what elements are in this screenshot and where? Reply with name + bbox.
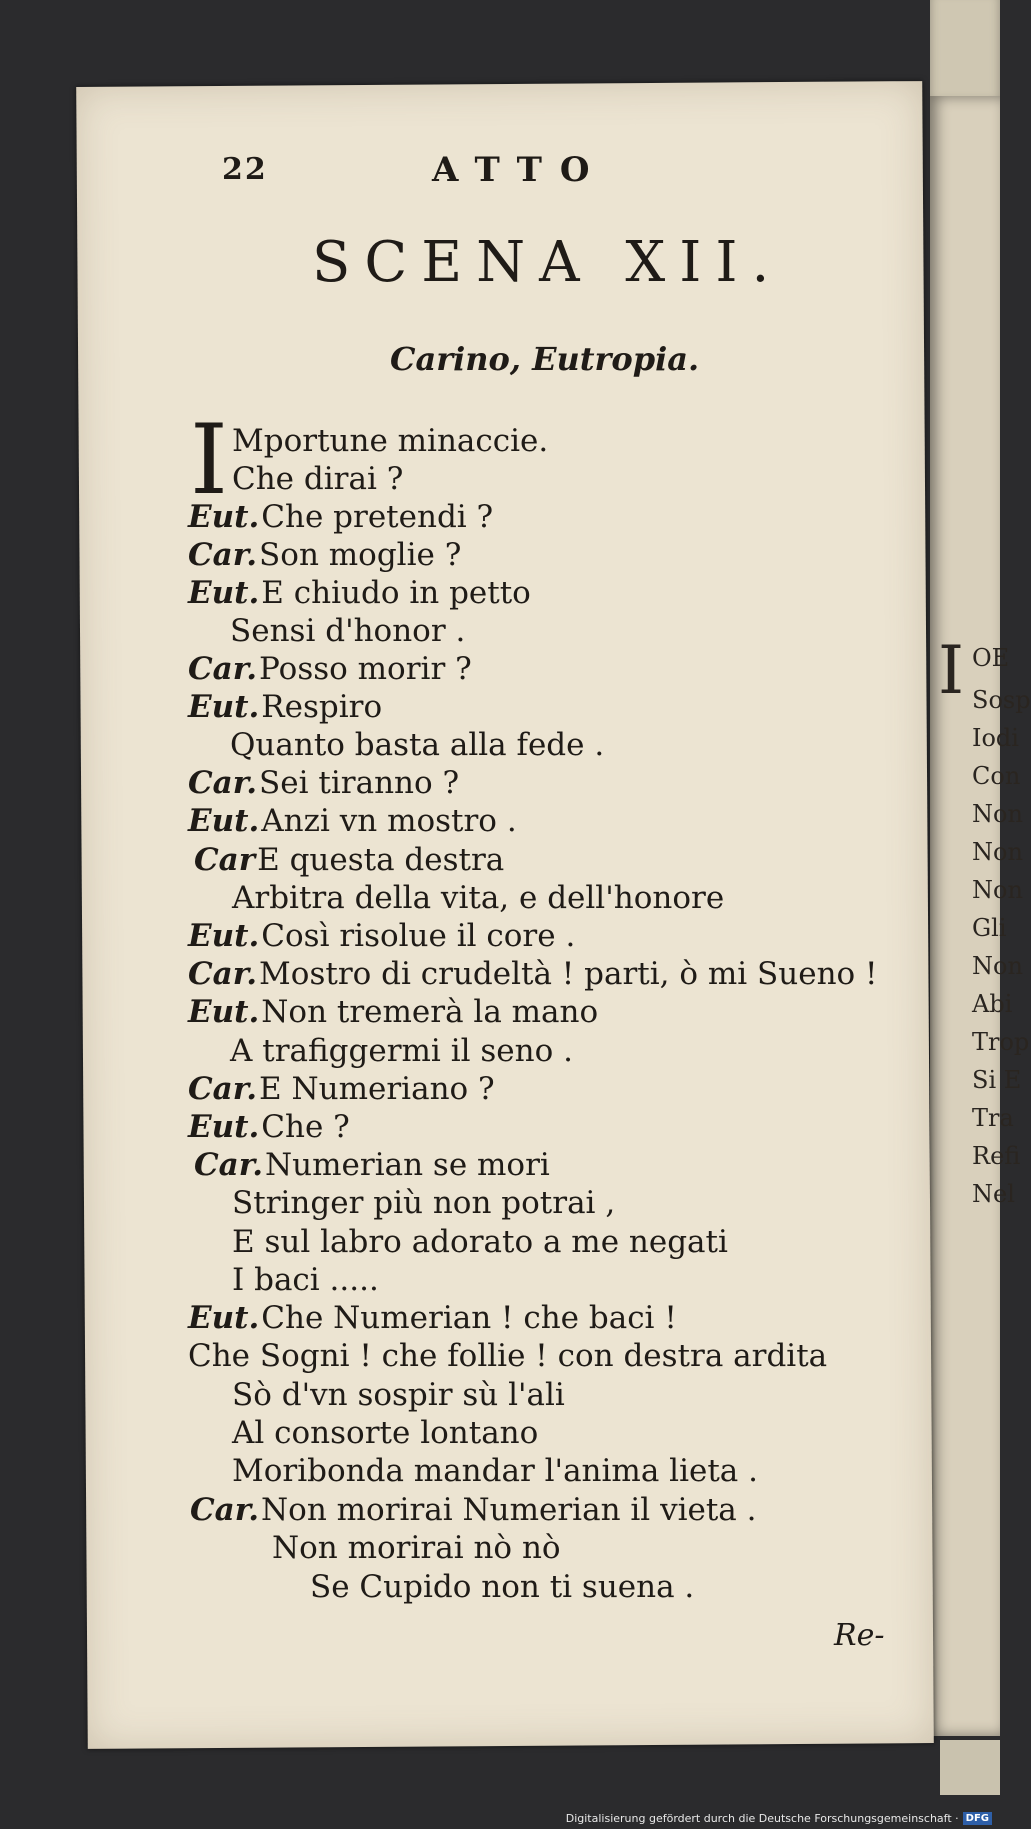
verse-text: Al consorte lontano bbox=[232, 1415, 539, 1451]
facing-fragment: Trop bbox=[972, 1028, 1030, 1056]
verse-text: Sensi d'honor . bbox=[230, 613, 466, 649]
verse-line bbox=[188, 1300, 677, 1336]
verse-text: Che dirai ? bbox=[232, 461, 404, 497]
verse-line bbox=[310, 1569, 695, 1605]
speaker-label: Car bbox=[194, 842, 256, 878]
adjacent-page-top-edge bbox=[930, 0, 1000, 110]
verse-line bbox=[188, 1338, 828, 1374]
facing-fragment: Si E bbox=[972, 1066, 1022, 1094]
verse-line bbox=[194, 1147, 550, 1183]
speaker-label: Car. bbox=[188, 956, 258, 992]
facing-fragment: Non bbox=[972, 876, 1023, 904]
speaker-label: Car. bbox=[190, 1492, 260, 1528]
verse-text: Che pretendi ? bbox=[261, 499, 494, 535]
drop-cap: I bbox=[190, 404, 228, 516]
facing-fragment: Non bbox=[972, 838, 1023, 866]
speaker-label: Car. bbox=[188, 651, 258, 687]
facing-fragment: Con bbox=[972, 762, 1021, 790]
verse-text: Arbitra della vita, e dell'honore bbox=[232, 880, 725, 916]
facing-page-drop-cap: I bbox=[938, 632, 965, 709]
facing-fragment: Iodi bbox=[972, 724, 1019, 752]
verse-line bbox=[188, 1071, 495, 1107]
dfg-logo: DFG bbox=[963, 1812, 992, 1825]
verse-line bbox=[232, 1262, 379, 1298]
verse-line bbox=[188, 575, 531, 611]
verse-line bbox=[232, 1415, 539, 1451]
verse-line bbox=[230, 613, 466, 649]
verse-text: Se Cupido non ti suena . bbox=[310, 1569, 695, 1605]
verse-text: Che ? bbox=[261, 1109, 350, 1145]
verse-line bbox=[188, 803, 517, 839]
verse-line bbox=[188, 956, 878, 992]
adjacent-page-bottom-edge bbox=[940, 1740, 1000, 1795]
running-title: ATTO bbox=[432, 150, 608, 190]
verse-text: Moribonda mandar l'anima lieta . bbox=[232, 1453, 758, 1489]
facing-fragment: Sosp bbox=[972, 686, 1031, 714]
verse-text: Sei tiranno ? bbox=[259, 765, 460, 801]
verse-text: Anzi vn mostro . bbox=[261, 803, 517, 839]
verse-line bbox=[188, 765, 460, 801]
verse-line bbox=[230, 727, 605, 763]
speaker-label: Eut. bbox=[188, 1109, 260, 1145]
speaker-label: Car. bbox=[188, 537, 258, 573]
verse-line bbox=[232, 1224, 728, 1260]
speaker-label: Eut. bbox=[188, 918, 260, 954]
facing-fragment: Nel bbox=[972, 1180, 1015, 1208]
verse-text: Non morirai Numerian il vieta . bbox=[261, 1492, 757, 1528]
verse-line bbox=[190, 1492, 757, 1528]
verse-line bbox=[188, 918, 576, 954]
verse-text: Posso morir ? bbox=[259, 651, 472, 687]
verse-line bbox=[194, 842, 505, 878]
scene-title: SCENA XII. bbox=[312, 230, 784, 295]
verse-text: Così risolue il core . bbox=[261, 918, 576, 954]
verse-text: Non tremerà la mano bbox=[261, 994, 599, 1030]
scene-characters: Carino, Eutropia. bbox=[390, 340, 700, 378]
facing-fragment: Tra bbox=[972, 1104, 1014, 1132]
verse-text: E Numeriano ? bbox=[259, 1071, 495, 1107]
verse-text: Mportune minaccie. bbox=[232, 423, 549, 459]
verse-line bbox=[188, 1109, 350, 1145]
facing-fragment: OE bbox=[972, 644, 1010, 672]
speaker-label: Eut. bbox=[188, 994, 260, 1030]
digitization-credit bbox=[566, 1812, 992, 1825]
speaker-label: Eut. bbox=[188, 1300, 260, 1336]
verse-text: I baci ..... bbox=[232, 1262, 379, 1298]
speaker-label: Car. bbox=[194, 1147, 264, 1183]
speaker-label: Eut. bbox=[188, 575, 260, 611]
verse-text: Son moglie ? bbox=[259, 537, 462, 573]
catchword: Re- bbox=[834, 1618, 885, 1653]
verse-line bbox=[230, 1033, 573, 1069]
verse-text: Che Numerian ! che baci ! bbox=[261, 1300, 677, 1336]
speaker-label: Car. bbox=[188, 1071, 258, 1107]
speaker-label: Eut. bbox=[188, 803, 260, 839]
verse-text: Respiro bbox=[261, 689, 383, 725]
verse-text: Stringer più non potrai , bbox=[232, 1185, 616, 1221]
speaker-label: Car. bbox=[188, 765, 258, 801]
verse-line bbox=[272, 1530, 561, 1566]
facing-fragment: Non bbox=[972, 800, 1023, 828]
verse-text: Sò d'vn sospir sù l'ali bbox=[232, 1377, 565, 1413]
facing-fragment: Gli bbox=[972, 914, 1007, 942]
verse-line bbox=[188, 994, 599, 1030]
verse-line bbox=[232, 461, 404, 497]
speaker-label: Eut. bbox=[188, 689, 260, 725]
facing-fragment: Non bbox=[972, 952, 1023, 980]
page-number: 22 bbox=[222, 152, 268, 187]
verse-text: Quanto basta alla fede . bbox=[230, 727, 605, 763]
verse-line bbox=[188, 689, 383, 725]
facing-fragment: Refi bbox=[972, 1142, 1021, 1170]
verse-line bbox=[188, 537, 462, 573]
verse-line bbox=[232, 423, 549, 459]
verse-text: E sul labro adorato a me negati bbox=[232, 1224, 728, 1260]
verse-text: Che Sogni ! che follie ! con destra ardita bbox=[188, 1338, 828, 1374]
verse-text: Numerian se mori bbox=[265, 1147, 550, 1183]
verse-line bbox=[232, 1377, 565, 1413]
verse-text: E questa destra bbox=[257, 842, 505, 878]
verse-text: Mostro di crudeltà ! parti, ò mi Sueno ! bbox=[259, 956, 878, 992]
facing-page-fragment bbox=[930, 96, 1031, 1736]
verse-text: E chiudo in petto bbox=[261, 575, 531, 611]
facing-fragment: Abi bbox=[972, 990, 1013, 1018]
speaker-label: Eut. bbox=[188, 499, 260, 535]
verse-line bbox=[232, 1185, 616, 1221]
verse-line bbox=[232, 1453, 758, 1489]
verse-line bbox=[232, 880, 725, 916]
verse-text: A trafiggermi il seno . bbox=[230, 1033, 573, 1069]
verse-line bbox=[188, 499, 494, 535]
credit-text: Digitalisierung gefördert durch die Deutsche Forschungsgemeinschaft · bbox=[565, 1812, 959, 1825]
verse-line bbox=[188, 651, 472, 687]
verse-text: Non morirai nò nò bbox=[272, 1530, 561, 1566]
